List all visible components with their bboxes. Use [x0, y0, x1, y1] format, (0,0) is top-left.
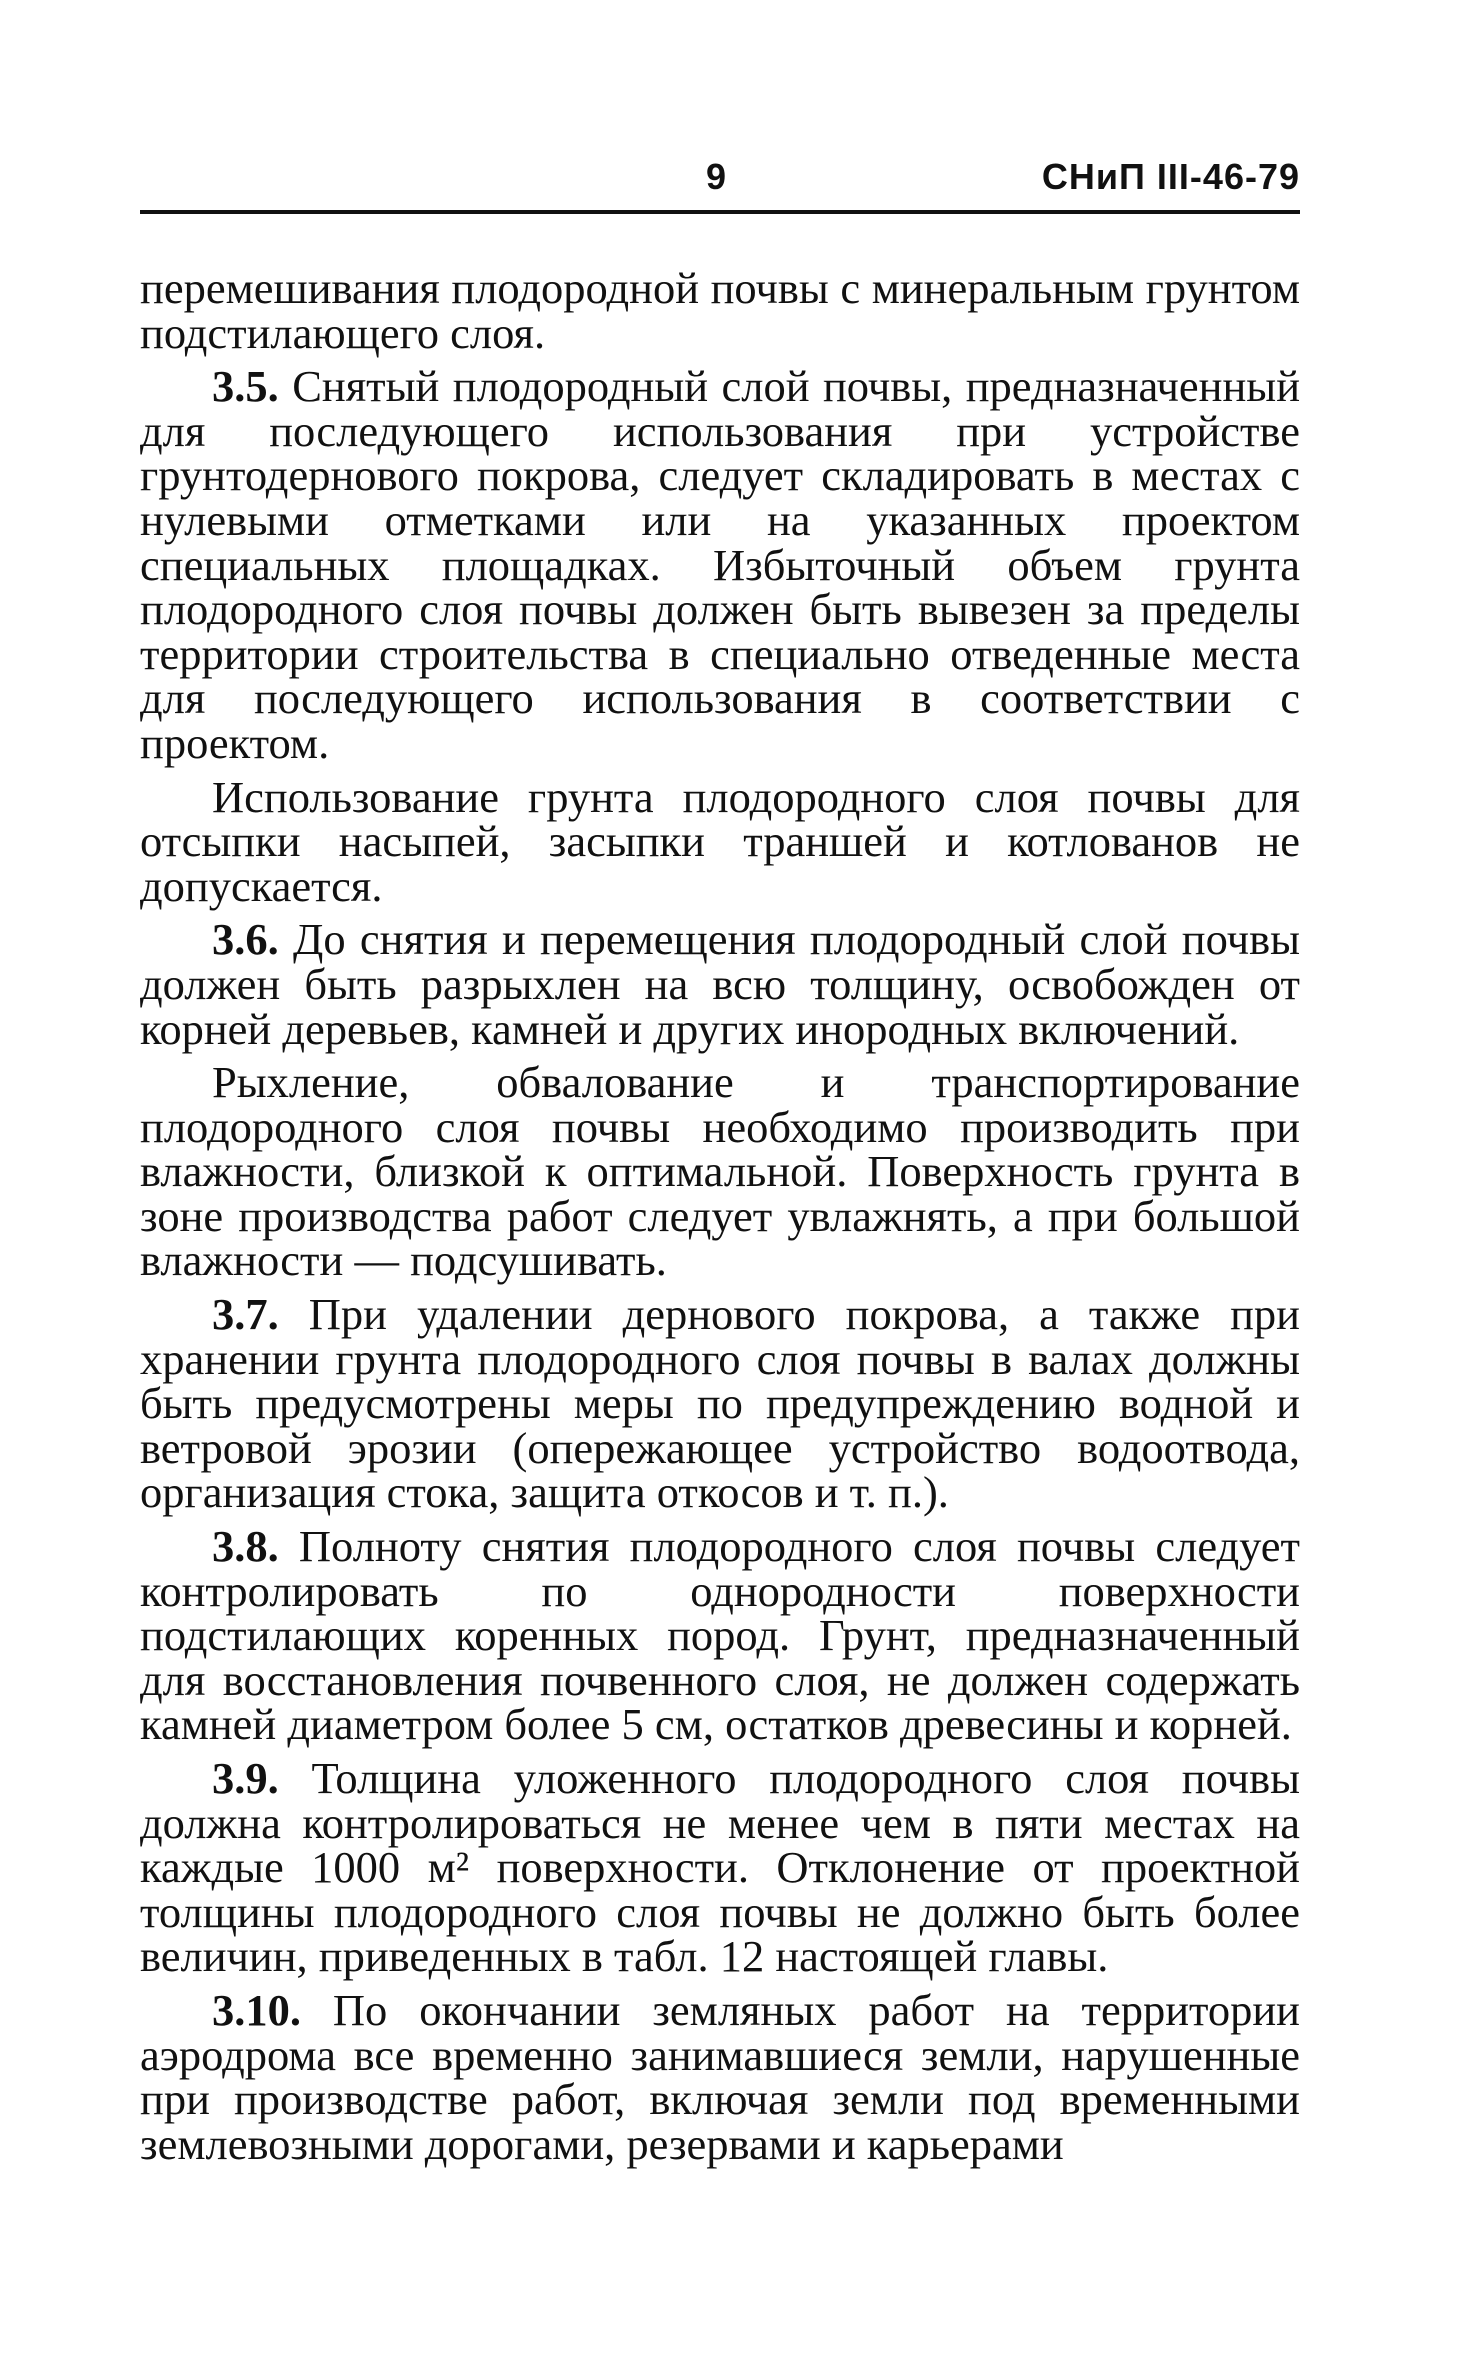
- paragraph-3-7: [140, 1289, 1301, 1518]
- paragraph-text: При удалении дернового покрова, а также при хранении грунта плодородного слоя почвы в валах должны быть предусмотрены меры по предупреждению водной и ветровой эрозии (опережающее устройство водоотвода, организация стока, защита откосов и т. п.).: [140, 1289, 1301, 1518]
- clause-number: 3.10.: [212, 1984, 301, 2035]
- paragraph-3-9: [140, 1753, 1300, 1982]
- clause-number: 3.5.: [212, 361, 279, 412]
- clause-number: 3.9.: [212, 1753, 279, 1803]
- paragraph-text: До снятия и перемещения плодородный слой почвы должен быть разрыхлен на всю толщину, освобожден от корней деревьев, камней и других инородных включений.: [140, 914, 1300, 1054]
- document-page: [140, 150, 1300, 2175]
- document-code: СНиП III-46-79: [1041, 156, 1300, 197]
- paragraph-3-6-cont: [140, 1057, 1300, 1286]
- page-header: [140, 150, 1300, 214]
- page-number: 9: [706, 156, 727, 197]
- paragraph-3-5: [140, 361, 1301, 768]
- paragraph-text: Толщина уложенного плодородного слоя почвы должна контролироваться не менее чем в пяти местах на каждые 1000 м² поверхности. Отклонение от проектной толщины плодородного слоя почвы не должно быть более величин, приведенных в табл. 12 настоящей главы.: [140, 1753, 1300, 1982]
- paragraph-text: Использование грунта плодородного слоя почвы для отсыпки насыпей, засыпки траншей и котлованов не допускается.: [140, 771, 1300, 911]
- paragraph-text: Полноту снятия плодородного слоя почвы следует контролировать по однородности поверхности подстилающих коренных пород. Грунт, предназначенный для восстановления почвенного слоя, не должен содержать камней диаметром более 5 см, остатков древесины и корней.: [140, 1521, 1300, 1750]
- paragraph-text: Рыхление, обвалование и транспортирование плодородного слоя почвы необходимо производить при влажности, близкой к оптимальной. Поверхность грунта в зоне производства работ следует увлажнять, а при большой влажности — подсушивать.: [140, 1057, 1300, 1286]
- body-text: [140, 263, 1301, 2169]
- paragraph-text: Снятый плодородный слой почвы, предназначенный для последующего использования при устройстве грунтодернового покрова, следует складировать в местах с нулевыми отметками или на указанных проектом специальных площадках. Избыточный объем грунта плодородного слоя почвы должен быть вывезен за пределы территории строительства в специально отведенные места для последующего использования в соответствии с проектом.: [140, 361, 1301, 768]
- paragraph-3-5-cont: [140, 771, 1300, 911]
- paragraph-continuation: [140, 263, 1300, 358]
- clause-number: 3.7.: [212, 1289, 279, 1340]
- paragraph-text: По окончании земляных работ на территории аэродрома все временно занимавшиеся земли, нарушенные при производстве работ, включая земли под временными землевозными дорогами, резервами и карьерами: [140, 1984, 1300, 2169]
- paragraph-3-8: [140, 1521, 1300, 1750]
- paragraph-3-10: [140, 1984, 1300, 2169]
- paragraph-text: перемешивания плодородной почвы с минеральным грунтом подстилающего слоя.: [140, 263, 1300, 358]
- clause-number: 3.6.: [212, 914, 279, 965]
- paragraph-3-6: [140, 914, 1300, 1054]
- clause-number: 3.8.: [212, 1521, 279, 1572]
